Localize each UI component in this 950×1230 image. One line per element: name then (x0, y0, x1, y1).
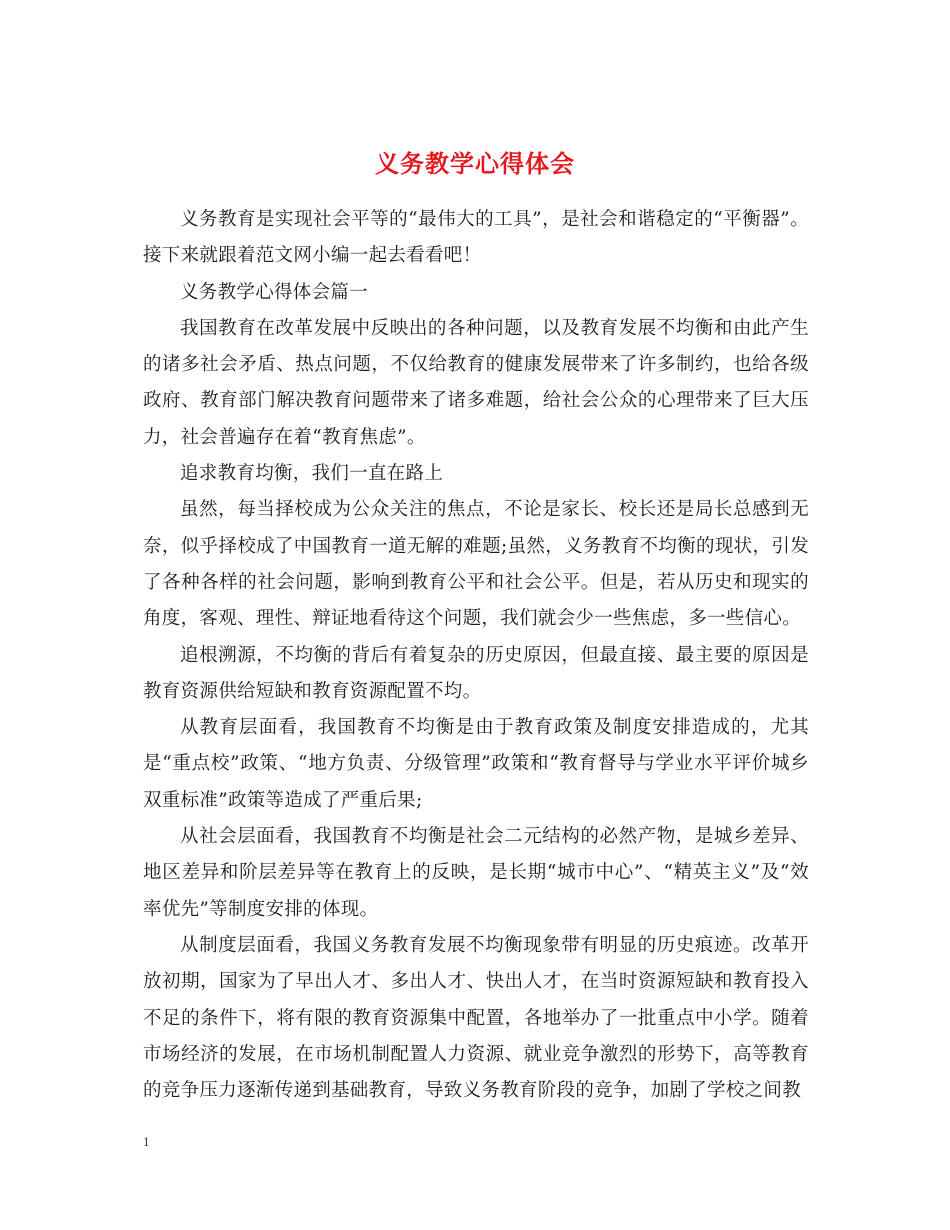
paragraph-intro: 义务教育是实现社会平等的“最伟大的工具”，是社会和谐稳定的“平衡器”。接下来就跟着范文网小编一起去看看吧！ (143, 209, 809, 267)
paragraph: 从制度层面看，我国义务教育发展不均衡现象带有明显的历史痕迹。改革开放初期，国家为了早出人才、多出人才、快出人才，在当时资源短缺和教育投入不足的条件下，将有限的教育资源集中配置，各地举办了一批重点中小学。随着市场经济的发展，在市场机制配置人力资源、就业竞争激烈的形势下，高等教育的竞争压力逐渐传递到基础教育，导致义务教育阶段的竞争，加剧了学校之间教 (143, 934, 809, 1102)
document-title: 义务教学心得体会 (375, 149, 575, 179)
paragraph: 我国教育在改革发展中反映出的各种问题，以及教育发展不均衡和由此产生的诸多社会矛盾、热点问题，不仅给教育的健康发展带来了许多制约，也给各级政府、教育部门解决教育问题带来了诸多难题，给社会公众的心理带来了巨大压力，社会普遍存在着“教育焦虑”。 (143, 317, 809, 448)
subheading: 追求教育均衡，我们一直在路上 (180, 463, 444, 485)
paragraph: 从社会层面看，我国教育不均衡是社会二元结构的必然产物，是城乡差异、地区差异和阶层差异等在教育上的反映，是长期“城市中心”、“精英主义”及“效率优先”等制度安排的体现。 (143, 826, 809, 920)
paragraph: 追根溯源，不均衡的背后有着复杂的历史原因，但最直接、最主要的原因是教育资源供给短缺和教育资源配置不均。 (143, 644, 809, 702)
page-number: 1 (143, 1134, 150, 1149)
paragraph: 从教育层面看，我国教育不均衡是由于教育政策及制度安排造成的，尤其是“重点校”政策、“地方负责、分级管理”政策和“教育督导与学业水平评价城乡双重标准”政策等造成了严重后果; (143, 717, 809, 811)
document-body (143, 202, 809, 1109)
section-heading: 义务教学心得体会篇一 (180, 281, 369, 303)
paragraph: 虽然，每当择校成为公众关注的焦点，不论是家长、校长还是局长总感到无奈，似乎择校成了中国教育一道无解的难题;虽然，义务教育不均衡的现状，引发了各种各样的社会问题，影响到教育公平和社会公平。但是，若从历史和现实的角度，客观、理性、辩证地看待这个问题，我们就会少一些焦虑，多一些信心。 (143, 499, 809, 630)
